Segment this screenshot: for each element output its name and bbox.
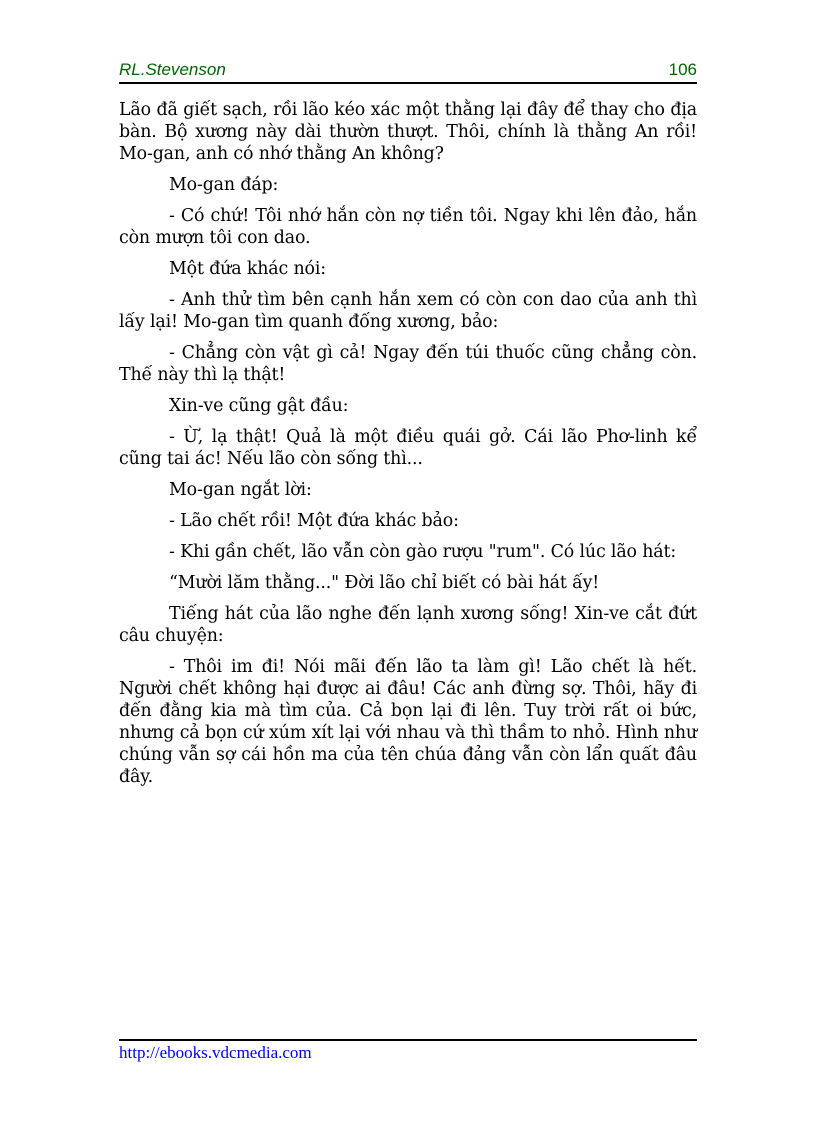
- page-header: [119, 60, 697, 84]
- paragraph: - Có chứ! Tôi nhớ hắn còn nợ tiền tôi. Ngay khi lên đảo, hắn còn mượn tôi con dao.: [119, 206, 697, 248]
- paragraph: - Chẳng còn vật gì cả! Ngay đến túi thuốc cũng chẳng còn. Thế này thì lạ thật!: [119, 343, 697, 385]
- paragraph: - Ừ, lạ thật! Quả là một điều quái gở. Cái lão Phơ-linh kể cũng tai ác! Nếu lão còn sống thì...: [119, 427, 697, 469]
- paragraph: “Mười lăm thằng..." Đời lão chỉ biết có bài hát ấy!: [169, 573, 600, 593]
- paragraph: - Khi gần chết, lão vẫn còn gào rượu "rum". Có lúc lão hát:: [169, 542, 677, 562]
- paragraph: Tiếng hát của lão nghe đến lạnh xương sống! Xin-ve cắt đứt câu chuyện:: [119, 604, 697, 646]
- page-number: 106: [668, 60, 697, 79]
- page-body: [119, 99, 697, 797]
- footer-link[interactable]: http://ebooks.vdcmedia.com: [119, 1043, 312, 1062]
- paragraph: - Lão chết rồi! Một đứa khác bảo:: [169, 511, 459, 531]
- paragraph: - Anh thử tìm bên cạnh hắn xem có còn con dao của anh thì lấy lại! Mo-gan tìm quanh đống xương, bảo:: [119, 290, 697, 332]
- paragraph: Mo-gan đáp:: [169, 175, 279, 195]
- header-author: RL.Stevenson: [119, 60, 226, 79]
- paragraph: Mo-gan ngắt lời:: [169, 480, 312, 500]
- paragraph: Lão đã giết sạch, rồi lão kéo xác một thằng lại đây để thay cho địa bàn. Bộ xương này dài thườn thượt. Thôi, chính là thằng An rồi! Mo-gan, anh có nhớ thằng An không?: [119, 100, 697, 164]
- footer-divider: [119, 1039, 697, 1041]
- paragraph: - Thôi im đi! Nói mãi đến lão ta làm gì! Lão chết là hết. Người chết không hại được ai đâu! Các anh đừng sợ. Thôi, hãy đi đến đằng kia mà tìm của. Cả bọn lại đi lên. Tuy trời rất oi bức, nhưng cả bọn cứ xúm xít lại với nhau và thì thầm to nhỏ. Hình như chúng vẫn sợ cái hồn ma của tên chúa đảng vẫn còn lẩn quất đâu đây.: [119, 657, 697, 787]
- paragraph: Xin-ve cũng gật đầu:: [169, 396, 349, 416]
- paragraph: Một đứa khác nói:: [169, 259, 326, 279]
